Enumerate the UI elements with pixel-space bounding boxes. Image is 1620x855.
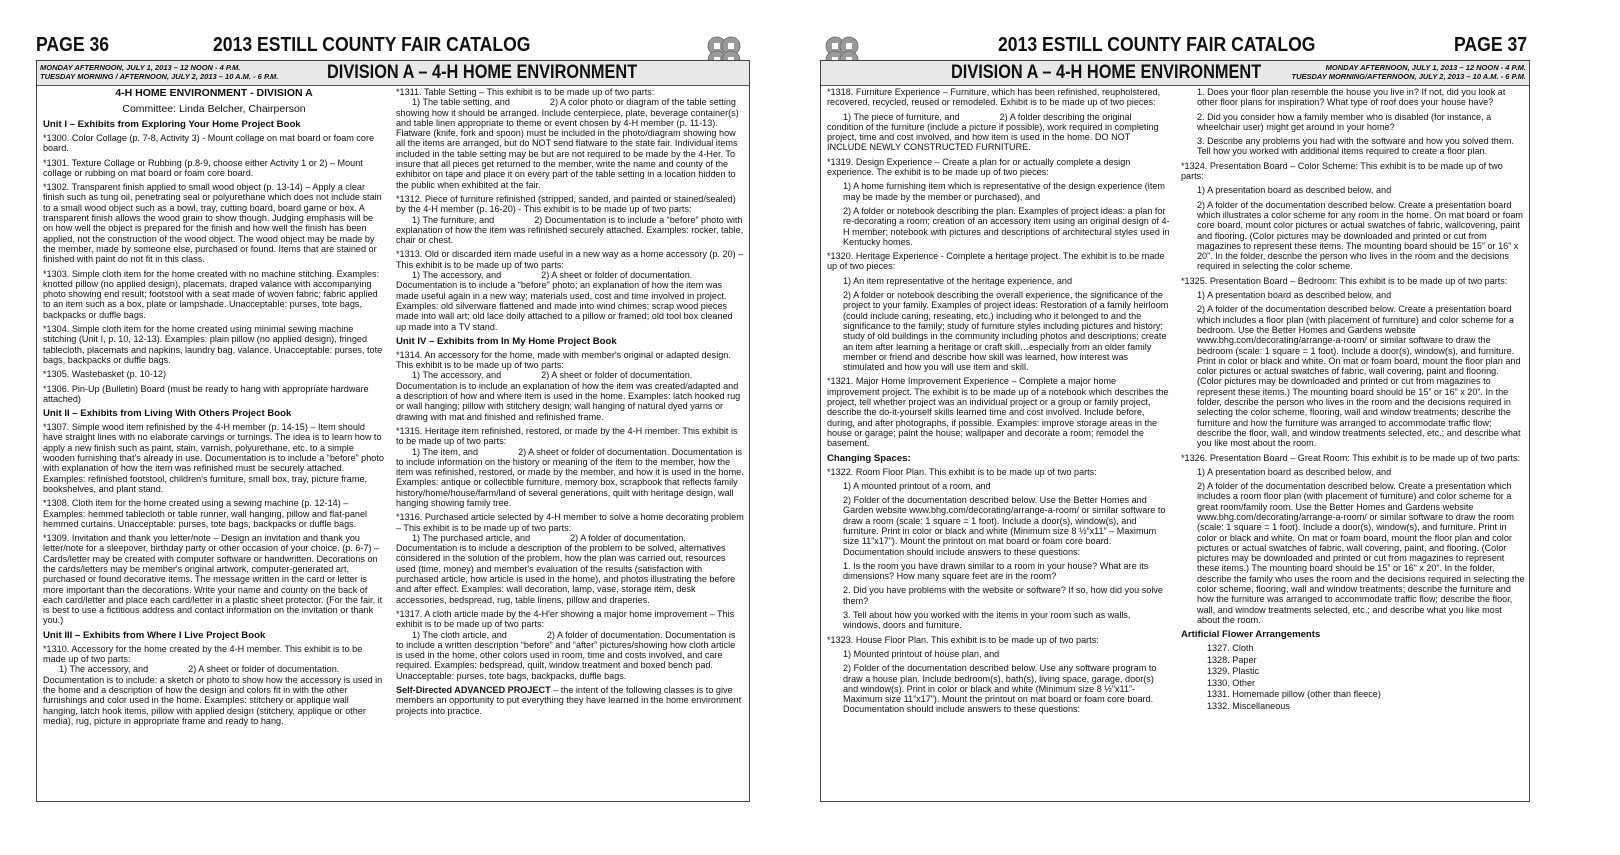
class-entry: *1321. Major Home Improvement Experience – Complete a major home improvement project. The exhibit is to be made up of a notebook which describes the project, tell whether project was an individual project or a group or family project, describe the do-it-yourself skills learned time and cost involved. Include before, during, and after photographs, if possible. Examples: improve storage areas in the house or garage; paint the house; wallpaper and decorate a room; remodel the basement. [827, 376, 1169, 449]
part-1: 1) The purchased article, and [412, 532, 531, 543]
page-number: PAGE 36 [36, 34, 110, 56]
column-right [1181, 87, 1525, 712]
division-band [37, 61, 749, 86]
class-entry: *1312. Piece of furniture refinished (stripped, sanded, and painted or stained/sealed) by the 4-H member (p. 16-20) - This exhibit is to be made up of two parts: [396, 193, 736, 215]
part-2: 2) A sheet or folder of documentation. Documentation is to include an explanation of how the item was created/adapted and a description of how and where item is used in the home. Examples: latch hooked rug or wall hanging; pillow with stitchery design; wall hanging of natural dyed yarns or drawing with mat and finished and refinished frame. [396, 370, 741, 422]
part-2: 2) Documentation is to include a “before” photo with explanation of how the item was refinished securely attached. Examples: rocker, table, chair or chest. [396, 214, 744, 246]
part-2: 2) A folder describing the original condition of the furniture (include a picture if possible), work required in completing project, time and cost involved, and how item is used in the home. DO NOT INCLUDE NEWLY CONSTRUCTED FURNITURE. [827, 111, 1159, 153]
class-entry: *1308. Cloth item for the home created using a sewing machine (p. 12-14) – Examples: hemmed tablecloth or table runner, wall hanging, pillow and flat-panel hemmed curtains. Unacceptable: purses, tote bags, backpacks or duffle bags. [43, 498, 368, 529]
class-part: 2) A folder or notebook describing the plan. Examples of project ideas: a plan for re-decorating a room; creation of an accessory item using an original design of 4-H member; notebook with pictures and descriptions of architectural styles used in Kentucky homes. [843, 205, 1170, 247]
part-1: 1) The furniture, and [412, 214, 495, 225]
division-band [821, 61, 1529, 86]
list-item: 1332. Miscellaneous [1207, 700, 1290, 711]
class-part: 1) An item representative of the heritage experience, and [843, 275, 1072, 286]
class-part [827, 112, 1170, 153]
class-entry: *1315. Heritage item refinished, restored, or made by the 4-H member. This exhibit is to be made up of two parts: [396, 425, 738, 447]
class-part: 1) A presentation board as described below, and [1197, 466, 1392, 477]
class-entry: *1309. Invitation and thank you letter/note – Design an invitation and thank you letter/note for a sleepover, birthday party or other occasion of your choice. (p. 6-7) – Cards/letter may be created with computer software or handwritten. Decorations on the cards/letters may be member's original artwork, computer-generated art, purchased or found decorative items. The message written in the card or letter is more important than the decorations. Write your name and county on the back of each card/letter and place each card/letter in a plastic sheet protector. (For the fair, it is best to use a fictitious address and contact information on the invitation or thank you.) [43, 533, 383, 626]
class-entry: *1313. Old or discarded item made useful in a new way as a home accessory (p. 20) – This exhibit is to be made up of two parts: [396, 249, 744, 270]
class-part: 2) A folder of the documentation described below. Create a presentation board which includes a floor plan (with placement of furniture) and color scheme for a bedroom. Use the Better Homes and Gardens website www.bhg.com/decorating/arrange-a-room/ or similar software to draw the bedroom (scale: 1 square = 1 foot). Include a door(s), window(s), and furniture. Print in color or black and white. On mat or foam board, mount the floor plan and color pictures or actual swatches of fabric, wall covering, paint and flooring. (Color pictures may be downloaded and printed or cut from magazines to represent these items.) The mounting board should be 15” or 16” x 20”. In the folder, describe the person who lives in the room and the decisions required in selecting the color scheme, flooring, wall and window treatments; describe the furniture and how the furniture was arranged to accommodate traffic flow; describe the floor, wall, and window treatments selected, etc.; and describe what you like most about the room. [1197, 304, 1521, 449]
class-part [396, 97, 744, 190]
class-entry: *1326. Presentation Board – Great Room: This exhibit is to be made up of two parts: [1181, 452, 1521, 463]
class-part: 1) A presentation board as described below, and [1197, 290, 1392, 301]
advanced-text: – the intent of the following classes is to give members an opportunity to put everything they have learned in the home environment projects into practice. [396, 685, 742, 716]
section-heading: Artificial Flower Arrangements [1181, 629, 1321, 641]
date-line: TUESDAY MORNING / AFTERNOON, JULY 2, 2013 – 10 A.M. - 6 P.M. [40, 72, 279, 81]
part-1: 1) The table setting, and [412, 97, 510, 108]
column-left [43, 87, 385, 730]
class-part [396, 370, 744, 421]
class-entry: *1316. Purchased article selected by 4-H member to solve a home decorating problem – This exhibit is to be made up of two parts: [396, 512, 744, 533]
part-1: 1) The accessory, and [59, 664, 149, 675]
class-part [396, 447, 744, 509]
section-heading: Changing Spaces: [827, 452, 911, 464]
class-entry: *1322. Room Floor Plan. This exhibit is to be made up of two parts: [827, 466, 1097, 477]
class-part [396, 533, 744, 605]
class-part [396, 270, 744, 332]
class-entry: *1319. Design Experience – Create a plan for or actually complete a design experience. The exhibit is to be made up of two pieces: [827, 156, 1131, 178]
question: 1. Does your floor plan resemble the house you live in? If not, did you look at other floor plans for inspiration? What type of roof does your house have? [1197, 87, 1506, 108]
content-frame [36, 60, 750, 802]
class-part: 2) A folder of the documentation described below. Create a presentation board which illustrates a color scheme for any room in the home. On mat board or foam core board, mount color pictures or actual swatches of fabric, wallcovering, paint and flooring. (Color pictures may be downloaded and printed or cut from magazines to represent these items. The mounting board should be 15” or 16” x 20”. In the folder, describe the person who lives in the room and the decisions required in selecting the color scheme. [1197, 199, 1524, 272]
class-entry: *1318. Furniture Experience – Furniture, which has been refinished, reupholstered, recovered, recycled, reused or remodeled. Exhibit is to be made up of two pieces: [827, 87, 1161, 108]
list-item: 1329. Plastic [1207, 666, 1260, 677]
part-2: 2) A sheet or folder of documentation. Documentation is to include information on the history or meaning of the item to the member, how the item was refinished, restored, or made by the member, and how it is used in the home. Examples: antique or collectible furniture, memory box, scrapbook that reflects family history/home/house/farm/land of several generations, quilt with heritage design, wall hanging showing family tree. [396, 446, 744, 508]
question: 1. Is the room you have drawn similar to a room in your house? What are its dimensions? How many square feet are in the room? [843, 560, 1149, 582]
part-1: 1) The item, and [412, 446, 479, 457]
list-item: 1330. Other [1207, 677, 1256, 688]
question: 2. Did you consider how a family member who is disabled (for instance, a wheelchair user) might get around in your home? [1197, 111, 1492, 132]
division-title: DIVISION A – 4-H HOME ENVIRONMENT [951, 62, 1262, 83]
class-part: 1) A mounted printout of a room, and [843, 480, 991, 491]
class-part: 2) A folder of the documentation described below. Create a presentation which includes a room floor plan (with placement of furniture) and color scheme for a great room/family room. Use the Better Homes and Gardens website www.bhg.com/decorating/arrange-a-room/ or similar software to draw the room (scale: 1 square = 1 foot). Include a door(s), window(s), and furniture. Print in color or black and white. On mat or foam board, mount the floor plan and color pictures or actual swatches of fabric, wall covering, paint, and flooring. (Color pictures may be downloaded and printed or cut from magazines to represent these items.) The mounting board should be 15” or 16” x 20”. In the folder, describe the family who uses the room and the decisions required in selecting the color scheme, flooring, wall and window treatments; describe the furniture and how the furniture was arranged to accommodate traffic flow; describe the floor, wall, and window treatments selected, etc.; and describe what you like most about the room. [1197, 481, 1525, 625]
part-2: 2) A sheet or folder of documentation. [188, 664, 340, 675]
column-left [827, 87, 1170, 719]
part-2: 2) A color photo or diagram of the table setting showing how it should be arranged. Include centerpiece, plate, beverage container(s) and table linen appropriate to theme or event chosen by 4-H member (p. 11-13). Flatware (knife, fork and spoon) must be included in the photo/diagram showing how all the items are arranged, but do NOT send flatware to the state fair. Individual items included in the table setting may be but are not required to be made by the 4-Her. To insure that all pieces get returned to the member, write the name and county of the exhibitor on tape and place it on every part of the table setting in a location hidden to the public when exhibited at the fair. [396, 97, 739, 190]
class-entry: *1314. An accessory for the home, made with member's original or adapted design. This exhibit is to be made up of two parts: [396, 349, 731, 371]
advanced-heading: Self-Directed ADVANCED PROJECT [396, 685, 551, 696]
unit-heading: Unit III – Exhibits from Where I Live Project Book [43, 629, 266, 641]
date-line: MONDAY AFTERNOON, JULY 1, 2013 – 12 NOON - 4 P.M. [40, 63, 241, 72]
class-part: 1) Mounted printout of house plan, and [843, 648, 1000, 659]
class-part: 2) A folder or notebook describing the overall experience, the significance of the project to your family. Examples of project ideas: Restoration of a family heirloom (could include caning, reseating, etc.) including who it belonged to and the significance to the family; study of furniture styles including pictures and history; study of old buildings in the community including photos and descriptions; create an item after learning a heritage or craft skill…especially from an older family member or friend and describe how skill was learned, how interest was stimulated and how you will use item and skill. [843, 290, 1169, 373]
column-right [396, 87, 744, 720]
unit-heading: Unit I – Exhibits from Exploring Your Home Project Book [43, 119, 301, 130]
page-number: PAGE 37 [1454, 34, 1528, 56]
question: 2. Did you have problems with the website or software? If so, how did you solve them? [843, 585, 1163, 606]
unit-heading: Unit II – Exhibits from Living With Others Project Book [43, 408, 292, 420]
class-entry: *1323. House Floor Plan. This exhibit is to be made up of two parts: [827, 634, 1099, 645]
part-1: 1) The cloth article, and [412, 629, 507, 640]
date-line: MONDAY AFTERNOON, JULY 1, 2013 – 12 NOON - 4 P.M. [1325, 63, 1526, 72]
question: 3. Tell about how you worked with the items in your room such as walls, windows, doors and furniture. [843, 610, 1131, 631]
class-entry: *1325. Presentation Board – Bedroom: This exhibit is to be made up of two parts: [1181, 275, 1508, 286]
left-page [0, 0, 800, 855]
date-line: TUESDAY MORNING/AFTERNOON, JULY 2, 2013 – 10 A.M. - 6 P.M. [1291, 72, 1526, 81]
class-entry: *1311. Table Setting – This exhibit is to be made up of two parts: [396, 87, 655, 97]
division-title: DIVISION A – 4-H HOME ENVIRONMENT [327, 62, 638, 83]
part-1: 1) The accessory, and [412, 270, 502, 281]
right-page [827, 0, 1620, 855]
part-1: 1) The piece of furniture, and [843, 111, 960, 122]
catalog-title: 2013 ESTILL COUNTY FAIR CATALOG [213, 34, 531, 56]
list-item: 1331. Homemade pillow (other than fleece) [1207, 689, 1381, 700]
class-entry: *1310. Accessory for the home created by the 4-H member. This exhibit is to be made up of two parts: [43, 643, 363, 665]
class-entry: *1302. Transparent finish applied to small wood object (p. 13-14) – Apply a clear finish such as tung oil, penetrating seal or polyurethane which does not include stain to a small wood object such as a bowl, tray, cutting board, board game or box. A transparent finish allows the wood grain to show though. Judging emphasis will be on how well the object is prepared for the finish and how well the finish has been applied, not the construction of the wood object. The wood object may be made by the member, made by someone else, purchased or found. Items that are stained or finished with paint do not fit in this class. [43, 182, 382, 265]
question: 3. Describe any problems you had with the software and how you solved them. Tell how you worked with additional items required to create a floor plan. [1197, 136, 1514, 157]
class-part: 2) Folder of the documentation described below. Use the Better Homes and Garden website www.bhg.com/decorating/arrange-a-room/ or similar software to draw a room (scale: 1 square = 1 foot). Include a door(s), window(s), and furniture. Print in color or black and white (Minimum size 8 ½”x11” – Maximum size 11”x17”). Mount the printout on mat board or foam core board. Documentation should include answers to these questions: [843, 495, 1166, 557]
class-part: 1) A presentation board as described below, and [1197, 185, 1392, 196]
class-part [43, 664, 385, 674]
class-entry: *1307. Simple wood item refinished by the 4-H member (p. 14-15) – Item should have straight lines with no elaborate carvings or turnings. The idea is to learn how to apply a new finish such as paint, stain, varnish, polyurethane, etc. to a simple wooden furnishing that's already in use. Documentation is to include a “before” photo with explanation of how the item was refinished must be securely attached. Examples: refinished footstool, children's furniture, small box, tray, picture frame, bookshelves, and plant stand. [43, 422, 384, 494]
class-part [396, 630, 744, 681]
catalog-title: 2013 ESTILL COUNTY FAIR CATALOG [998, 34, 1316, 56]
committee-line: Committee: Linda Belcher, Chairperson [122, 103, 306, 115]
class-entry: *1320. Heritage Experience - Complete a heritage project. The exhibit is to be made up of two pieces: [827, 251, 1165, 272]
class-entry: *1306. Pin-Up (Bulletin) Board (must be ready to hang with appropriate hardware attached) [43, 383, 369, 404]
class-entry: *1304. Simple cloth item for the home created using minimal sewing machine stitching (Unit I, p. 10, 12-13). Examples: plain pillow (no applied design), fringed tablecloth, placemats and napkins, laundry bag, valance. Unacceptable: purses, tote bags, backpacks or duffle bags. [43, 324, 383, 365]
class-part [396, 215, 744, 246]
part-1: 1) The accessory, and [412, 370, 502, 381]
class-entry: *1303. Simple cloth item for the home created with no machine stitching. Examples: knotted pillow (no applied design), placemats, draped valance with accompanying photo showing end result; footstool with a seat made of woven fabric; fabric applied to an item such as a box, plate or lampshade. Unacceptable: purses, tote bags, backpacks or duffle bags. [43, 268, 380, 320]
class-part: 1) A home furnishing item which is representative of the design experience (item may be made by the member or purchased), and [843, 181, 1165, 202]
class-entry: *1300. Color Collage (p. 7-8, Activity 3) - Mount collage on mat board or foam core board. [43, 133, 375, 154]
class-detail: Documentation is to include: a sketch or photo to show how the accessory is used in the home and a description of how the design and colors fit in with the other furnishings and color used in the home. Examples: stitchery or applique wall hanging, latch hook items, pillow with applied design (stitchery, applique or other media), rug, picture in appropriate frame and ready to hang. [43, 674, 383, 726]
advanced-project [396, 685, 744, 716]
class-entry: *1324. Presentation Board – Color Scheme: This exhibit is to be made up of two parts: [1181, 160, 1503, 182]
part-2: 2) A sheet or folder of documentation. Documentation is to include a “before” photo; an explanation of how the item was made useful again in a new way; materials used, cost and time involved in project. Examples: old silverware flattened and made into wind chimes; scrap wood pieces made into wall art; old lace doily attached to a pillow or framed; old tool box cleaned up made into a TV stand. [396, 270, 733, 332]
list-item: 1328. Paper [1207, 654, 1257, 665]
class-entry: *1305. Wastebasket (p. 10-12) [43, 369, 167, 380]
flower-class-list [1181, 643, 1525, 712]
class-part: 2) Folder of the documentation described below. Use any software program to draw a house plan. Include bedroom(s), bath(s), living space, garage, door(s) and window(s). Print in color or black and white (Minimum size 8 ½”x11”- Maximum size 11”x17”). Mount the printout on mat board or foam core board. Documentation should include answers to these questions: [843, 663, 1157, 715]
class-entry: *1301. Texture Collage or Rubbing (p.8-9, choose either Activity 1 or 2) – Mount collage or rubbing on mat board or foam core board. [43, 157, 363, 178]
part-2: 2) A folder of documentation. Documentation is to include a written description “before” and “after” pictures/showing how cloth article is used in the home, other colors used in room, time and costs involved, and care required. Examples: bedspread, quilt, window treatment and boxed bench pad. Unacceptable: purses, tote bags, backpacks, duffle bags. [396, 629, 736, 681]
unit-heading: Unit IV – Exhibits from In My Home Project Book [396, 335, 617, 347]
part-2: 2) A folder of documentation. Documentation is to include a description of the problem to be solved, alternatives considered in the solution of the problem, how the plan was carried out, resources used (time, money) and member's evaluation of the results (satisfaction with purchased article, how article is used in the home), and photos illustrating the before and after effect. Examples: wall decoration, lamp, vase, storage item, desk accessories, bedspread, rug, table linens, pillow and draperies. [396, 532, 736, 605]
section-title: 4-H HOME ENVIRONMENT - DIVISION A [115, 87, 313, 99]
list-item: 1327. Cloth [1207, 643, 1254, 654]
content-frame [820, 60, 1530, 802]
class-entry: *1317. A cloth article made by the 4-H'er showing a major home improvement – This exhibit is to be made up of two parts: [396, 608, 735, 630]
